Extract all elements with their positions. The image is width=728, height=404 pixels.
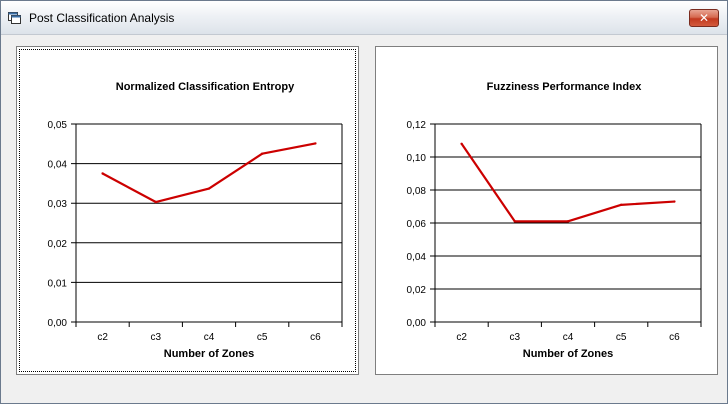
data-point: [514, 220, 516, 222]
series-line: [103, 143, 316, 202]
data-point: [261, 153, 263, 155]
series-line: [462, 144, 675, 222]
close-button[interactable]: [689, 9, 719, 27]
y-tick-label: 0,10: [406, 153, 426, 164]
y-tick-label: 0,05: [47, 120, 67, 131]
data-point: [155, 201, 157, 203]
x-axis-label: Number of Zones: [163, 348, 255, 360]
entropy-chart: [17, 47, 358, 374]
y-tick-label: 0,02: [406, 285, 426, 296]
y-tick-label: 0,08: [406, 186, 426, 197]
y-tick-label: 0,04: [47, 159, 67, 171]
x-tick-label: c5: [256, 332, 268, 343]
data-point: [620, 204, 622, 206]
x-tick-label: c3: [509, 332, 521, 343]
x-tick-label: c4: [562, 332, 574, 343]
fpi-chart-panel: [375, 46, 718, 375]
close-icon: ✕: [698, 11, 710, 25]
window-title: Post Classification Analysis: [29, 11, 175, 25]
x-tick-label: c6: [310, 332, 321, 343]
y-tick-label: 0,04: [406, 252, 426, 263]
x-tick-label: c3: [150, 332, 162, 343]
app-icon: [8, 11, 21, 24]
y-tick-label: 0,02: [47, 238, 67, 250]
y-tick-label: 0,03: [47, 199, 67, 211]
y-tick-label: 0,01: [47, 278, 67, 290]
x-tick-label: c4: [203, 332, 215, 343]
y-tick-label: 0,12: [406, 120, 426, 131]
data-point: [460, 143, 462, 145]
entropy-chart-panel: [16, 46, 359, 375]
x-tick-label: c6: [669, 332, 680, 343]
data-point: [567, 220, 569, 222]
data-point: [673, 200, 675, 202]
y-tick-label: 0,00: [406, 318, 426, 329]
title-bar[interactable]: [1, 1, 727, 35]
y-tick-label: 0,00: [47, 318, 67, 329]
chart-title: Fuzziness Performance Index: [486, 81, 642, 93]
x-tick-label: c2: [97, 332, 108, 343]
y-tick-label: 0,06: [406, 219, 426, 230]
fpi-chart: [376, 47, 717, 374]
x-tick-label: c5: [615, 332, 627, 343]
data-point: [101, 172, 103, 174]
x-tick-label: c2: [456, 332, 467, 343]
chart-title: Normalized Classification Entropy: [115, 81, 295, 93]
client-area: [1, 35, 727, 403]
x-axis-label: Number of Zones: [522, 348, 614, 360]
data-point: [208, 187, 210, 189]
data-point: [314, 142, 316, 144]
